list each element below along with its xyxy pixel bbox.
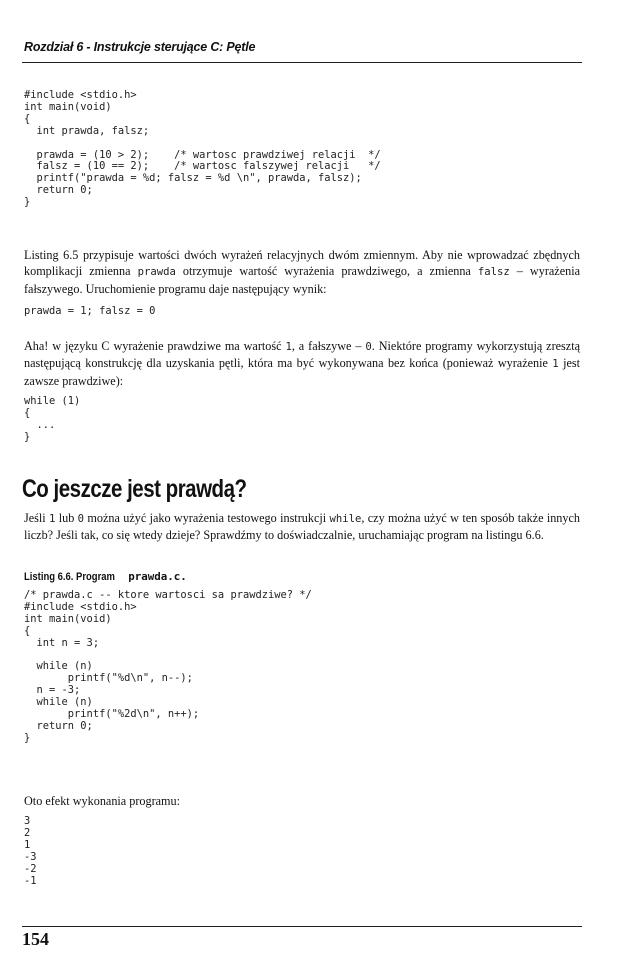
code-line: while (1) [24, 395, 81, 407]
code-line: } [24, 196, 31, 209]
paragraph-text: jest zawsze prawdziwe): [24, 356, 580, 388]
listing-caption [24, 570, 187, 583]
code-listing-6-5 [24, 90, 381, 209]
paragraph-text: , a fałszywe – [291, 339, 366, 353]
code-listing-6-6 [24, 590, 312, 745]
header-rule [22, 62, 582, 63]
code-line: int main(void) [24, 612, 112, 625]
paragraph-text: lub [55, 511, 78, 525]
code-line: falsz = (10 == 2); /* wartosc falszywej relacji */ [24, 160, 381, 173]
paragraph-text: . Niektóre programy wykorzystują zresztą następującą konstrukcję dla uzyskania pętli, która ma być wykonywana bez końca (ponieważ wyrażenie [24, 339, 580, 371]
code-line: /* prawda.c -- ktore wartosci sa prawdziwe? */ [24, 589, 312, 601]
page-number: 154 [22, 929, 49, 949]
output-line: 1 [24, 838, 31, 851]
code-infinite-loop [24, 396, 80, 444]
code-line: { [24, 624, 31, 637]
section-heading: Co jeszcze jest prawdą? [22, 475, 247, 503]
inline-code: while [329, 513, 362, 525]
paragraph-text: otrzymuje wartość wyrażenia prawdziwego, a zmienna [175, 264, 478, 279]
code-line: #include <stdio.h> [24, 600, 137, 613]
paragraph-text: Aha! w języku C wyrażenie prawdziwe ma wartość [24, 339, 286, 353]
paragraph-true-false-values [24, 338, 580, 389]
output-line: 2 [24, 826, 31, 839]
running-head: Rozdział 6 - Instrukcje sterujące C: Pętle [24, 40, 256, 54]
inline-code: 1 [552, 358, 559, 371]
code-line: int prawda, falsz; [24, 124, 150, 137]
code-line: n = -3; [24, 684, 81, 697]
code-line: printf("%d\n", n--); [24, 672, 193, 685]
code-line: printf("%2d\n", n++); [24, 708, 200, 721]
code-line [24, 138, 381, 150]
listing-caption-file: prawda.c. [121, 570, 187, 583]
code-line: } [24, 430, 31, 443]
code-line: { [24, 406, 31, 419]
output-line: -3 [24, 850, 37, 863]
code-line: prawda = (10 > 2); /* wartosc prawdziwej relacji */ [24, 148, 381, 161]
code-line: int n = 3; [24, 636, 100, 649]
inline-code: 1 [49, 513, 56, 525]
program-output-2 [24, 816, 37, 887]
listing-caption-label: Listing 6.6. Program [24, 571, 115, 583]
output-line: -1 [24, 874, 37, 887]
code-line: int main(void) [24, 100, 112, 113]
paragraph-text: Jeśli [24, 511, 50, 525]
inline-code: 0 [77, 513, 85, 525]
inline-code: prawda [137, 266, 176, 279]
paragraph-text: , czy można użyć w ten sposób także innych liczb? Jeśli tak, co się wtedy dzieje? Sprawdźmy to doświadczalnie, uruchamiając program na listingu 6.6. [24, 511, 580, 543]
paragraph-text: można użyć jako wyrażenia testowego instrukcji [84, 511, 330, 525]
inline-code: falsz [477, 266, 510, 279]
code-line: { [24, 112, 31, 125]
paragraph-text: – wyrażenia fałszywego. Uruchomienie programu daje następujący wynik: [24, 264, 580, 296]
output-line: prawda = 1; falsz = 0 [24, 305, 156, 317]
paragraph-listing-6-5-explanation [24, 247, 580, 297]
footer-rule [22, 926, 582, 927]
code-line: ... [24, 418, 56, 431]
paragraph-other-numbers [24, 510, 580, 544]
code-line: while (n) [24, 696, 93, 709]
program-output-1 [24, 306, 155, 318]
paragraph-text: Listing 6.5 przypisuje wartości dwóch wyrażeń relacyjnych dwóm zmiennym. Aby nie wprowadzać zbędnych komplikacji zmienna [24, 248, 580, 279]
code-line: while (n) [24, 660, 93, 673]
code-line: } [24, 731, 31, 744]
output-line: 3 [24, 815, 31, 827]
code-line: printf("prawda = %d; falsz = %d \n", prawda, falsz); [24, 172, 362, 185]
inline-code: 1 [285, 341, 292, 353]
code-line: return 0; [24, 719, 93, 732]
inline-code: 0 [365, 341, 372, 353]
output-line: -2 [24, 862, 37, 875]
code-line: #include <stdio.h> [24, 89, 137, 101]
paragraph-program-output-intro: Oto efekt wykonania programu: [24, 794, 181, 808]
code-line: return 0; [24, 184, 93, 197]
